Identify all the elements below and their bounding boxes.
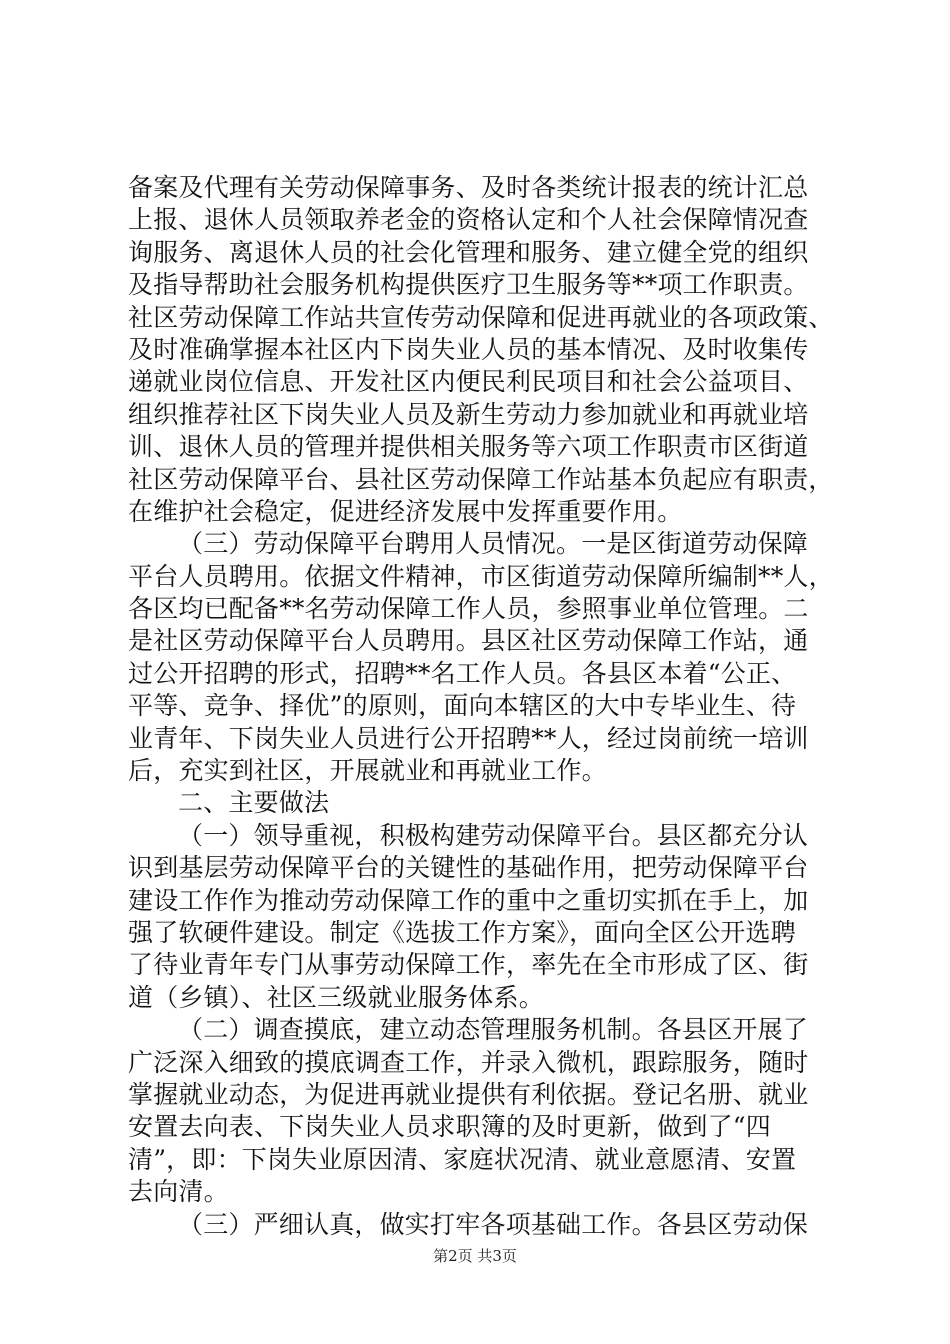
text-line: 识到基层劳动保障平台的关键性的基础作用，把劳动保障平台 bbox=[128, 853, 809, 883]
text-line: 是社区劳动保障平台人员聘用。县区社区劳动保障工作站，通 bbox=[128, 626, 809, 656]
text-line: 清”，即：下岗失业原因清、家庭状况清、就业意愿清、安置 bbox=[128, 1144, 797, 1174]
text-line: 建设工作作为推动劳动保障工作的重中之重切实抓在手上，加 bbox=[128, 885, 809, 915]
text-line: （一）领导重视，积极构建劳动保障平台。县区都充分认 bbox=[178, 820, 809, 850]
text-line: 及时准确掌握本社区内下岗失业人员的基本情况、及时收集传 bbox=[128, 334, 809, 364]
text-line: 组织推荐社区下岗失业人员及新生劳动力参加就业和再就业培 bbox=[128, 399, 809, 429]
text-line: 社区劳动保障工作站共宣传劳动保障和促进再就业的各项政策、 bbox=[128, 302, 834, 332]
text-line: 过公开招聘的形式，招聘**名工作人员。各县区本着“公正、 bbox=[128, 658, 797, 688]
text-line: （三）严细认真，做实打牢各项基础工作。各县区劳动保 bbox=[178, 1209, 809, 1239]
text-line: 道（乡镇）、社区三级就业服务体系。 bbox=[128, 982, 544, 1012]
text-line: 及指导帮助社会服务机构提供医疗卫生服务等**项工作职责。 bbox=[128, 270, 809, 300]
body-text bbox=[128, 172, 840, 1241]
text-line: 二、主要做法 bbox=[178, 788, 330, 818]
page-footer: 第2页 共3页 bbox=[433, 1247, 517, 1265]
text-line: （三）劳动保障平台聘用人员情况。一是区街道劳动保障 bbox=[178, 529, 809, 559]
text-line: 了待业青年专门从事劳动保障工作，率先在全市形成了区、街 bbox=[128, 950, 809, 980]
text-line: 强了软硬件建设。制定《选拔工作方案》，面向全区公开选聘 bbox=[128, 917, 796, 947]
text-line: 后，充实到社区，开展就业和再就业工作。 bbox=[128, 756, 607, 786]
text-line: 去向清。 bbox=[128, 1177, 229, 1207]
text-line: 平台人员聘用。依据文件精神，市区街道劳动保障所编制**人， bbox=[128, 561, 834, 591]
text-line: 平等、竞争、择优”的原则，面向本辖区的大中专毕业生、待 bbox=[128, 691, 797, 721]
text-line: 上报、退休人员领取养老金的资格认定和个人社会保障情况查 bbox=[128, 205, 809, 235]
text-line: 递就业岗位信息、开发社区内便民利民项目和社会公益项目、 bbox=[128, 367, 809, 397]
text-line: 备案及代理有关劳动保障事务、及时各类统计报表的统计汇总 bbox=[128, 173, 809, 202]
text-line: 业青年、下岗失业人员进行公开招聘**人，经过岗前统一培训 bbox=[128, 723, 809, 753]
text-line: 在维护社会稳定，促进经济发展中发挥重要作用。 bbox=[128, 496, 683, 526]
text-line: 社区劳动保障平台、县社区劳动保障工作站基本负起应有职责， bbox=[128, 464, 834, 494]
text-line: 询服务、离退休人员的社会化管理和服务、建立健全党的组织 bbox=[128, 237, 809, 267]
text-line: （二）调查摸底，建立动态管理服务机制。各县区开展了 bbox=[178, 1015, 809, 1045]
text-line: 安置去向表、下岗失业人员求职簿的及时更新，做到了“四 bbox=[128, 1112, 771, 1142]
text-line: 掌握就业动态，为促进再就业提供有利依据。登记名册、就业 bbox=[128, 1079, 809, 1109]
text-line: 训、退休人员的管理并提供相关服务等六项工作职责市区街道 bbox=[128, 432, 809, 462]
text-line: 广泛深入细致的摸底调查工作，并录入微机，跟踪服务，随时 bbox=[128, 1047, 809, 1077]
text-line: 各区均已配备**名劳动保障工作人员，参照事业单位管理。二 bbox=[128, 594, 809, 624]
